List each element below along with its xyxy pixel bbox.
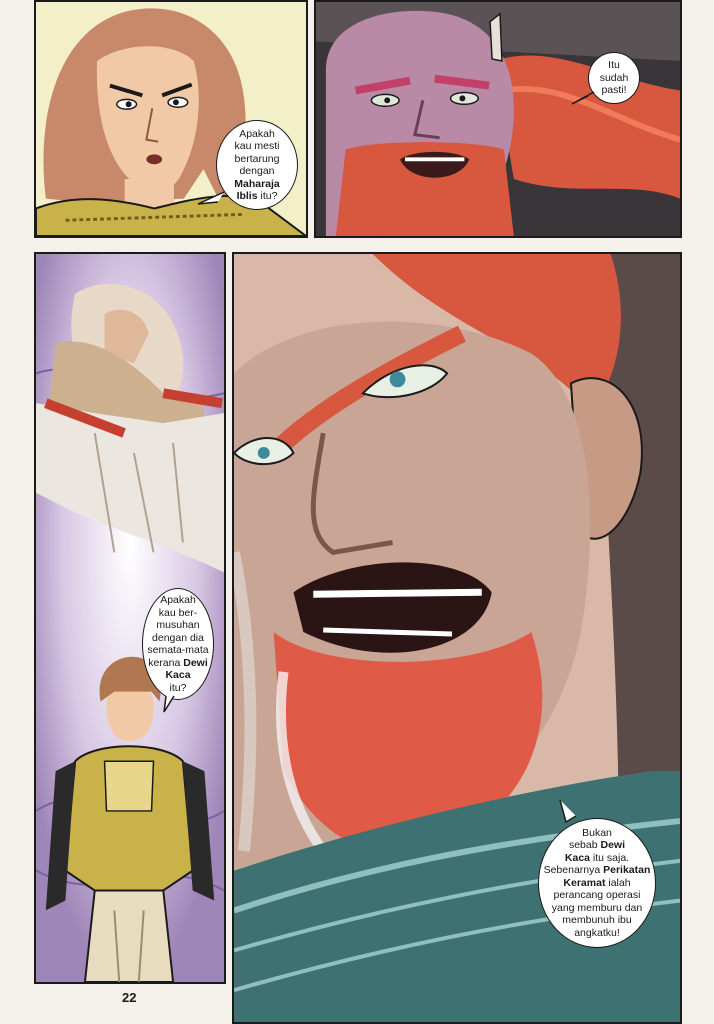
bubble-line: kau mesti (234, 140, 280, 152)
bubble-line: perancang operasi (553, 889, 641, 902)
bubble-line: sudah (599, 71, 629, 84)
bubble-bold-text: Kaca (564, 851, 590, 864)
bubble-text: kerana (148, 656, 184, 669)
page-number: 22 (122, 990, 137, 1005)
bubble-line: angkatku! (574, 926, 620, 939)
bubble-line: Apakah (239, 127, 275, 140)
bubble-line: musuhan (156, 619, 200, 631)
villain-purple-art (316, 2, 680, 236)
bubble-line: yang memburu dan (551, 901, 643, 914)
panel-villain-purple (314, 0, 682, 238)
bubble-bold-text: Dewi (183, 656, 208, 669)
bubble-bold-text: Maharaja (234, 177, 280, 190)
bubble-line: dengan dia (152, 631, 204, 644)
bubble-line: Apakah (160, 594, 196, 606)
bubble-line (569, 839, 625, 852)
bubble-line: membunuh ibu (562, 914, 632, 927)
bubble-text: Sebenarnya (543, 864, 604, 877)
bubble-line (148, 657, 208, 670)
bubble-tail (556, 798, 582, 824)
bubble-bold-text: Keramat (563, 876, 606, 889)
bubble-line (237, 190, 278, 203)
bubble-tail (196, 190, 226, 210)
speech-bubble-villain-reason (538, 818, 656, 948)
bubble-text: ialah (605, 876, 631, 889)
bubble-tail (160, 694, 180, 714)
bubble-line: kau ber- (158, 606, 198, 619)
bubble-bold-text: Perikatan (603, 864, 651, 877)
bubble-text: itu saja. (590, 851, 630, 864)
bubble-line: itu? (169, 681, 187, 694)
bubble-text: sebab (568, 839, 601, 852)
bubble-line (544, 864, 651, 877)
bubble-tail (570, 90, 596, 108)
speech-bubble-hero-motive (142, 588, 214, 700)
bubble-text: itu? (257, 190, 278, 202)
bubble-line: dengan (239, 165, 275, 177)
bubble-line: pasti! (601, 84, 627, 97)
bubble-bold-text: Iblis (236, 190, 258, 202)
bubble-line-bold (165, 669, 190, 682)
bubble-line: Itu (608, 59, 620, 72)
bubble-line (565, 852, 629, 865)
bubble-line: bertarung (234, 152, 280, 165)
bubble-bold-text: Dewi (600, 839, 626, 852)
bubble-line-bold (234, 178, 280, 191)
bubble-bold-text: Kaca (165, 669, 191, 681)
speech-bubble-hero-question (216, 120, 298, 210)
bubble-line: semata-mata (147, 644, 209, 656)
bubble-line (563, 877, 630, 890)
bubble-line: Bukan (582, 826, 612, 839)
